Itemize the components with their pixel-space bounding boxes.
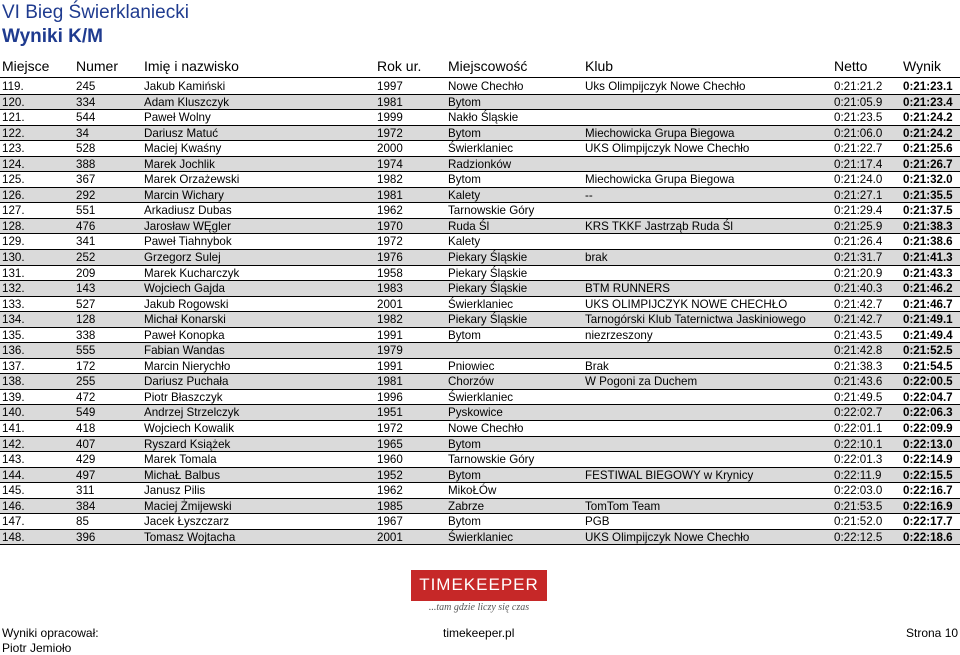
table-row bbox=[0, 79, 960, 95]
cell-result: 0:21:38.3 bbox=[903, 219, 953, 233]
cell-city: Bytom bbox=[448, 515, 481, 529]
cell-name: Maciej Kwaśny bbox=[144, 142, 222, 156]
cell-net: 0:21:26.4 bbox=[834, 235, 883, 249]
cell-number: 555 bbox=[76, 344, 96, 358]
cell-name: Dariusz Puchała bbox=[144, 375, 229, 389]
cell-club: KRS TKKF Jastrząb Ruda Śl bbox=[585, 219, 733, 233]
cell-city: Bytom bbox=[448, 468, 481, 482]
cell-club: TomTom Team bbox=[585, 499, 661, 513]
cell-name: Michał Konarski bbox=[144, 313, 226, 327]
cell-city: Nowe Chechło bbox=[448, 80, 524, 93]
cell-result: 0:21:49.1 bbox=[903, 313, 953, 327]
cell-name: Arkadiusz Dubas bbox=[144, 204, 232, 218]
cell-year: 1991 bbox=[377, 359, 403, 373]
cell-name: Tomasz Wojtacha bbox=[144, 530, 236, 544]
cell-net: 0:21:43.5 bbox=[834, 328, 883, 342]
header-number: Numer bbox=[76, 58, 119, 74]
cell-club: Uks Olimpijczyk Nowe Chechło bbox=[585, 80, 746, 93]
cell-year: 1982 bbox=[377, 173, 403, 187]
cell-result: 0:22:04.7 bbox=[903, 390, 953, 404]
timekeeper-logo bbox=[411, 570, 547, 600]
table-row bbox=[0, 297, 960, 313]
cell-place: 127. bbox=[2, 204, 25, 218]
cell-name: Fabian Wandas bbox=[144, 344, 225, 358]
cell-net: 0:21:53.5 bbox=[834, 499, 883, 513]
cell-place: 147. bbox=[2, 515, 25, 529]
cell-result: 0:22:16.7 bbox=[903, 484, 953, 498]
cell-name: Jacek Łyszczarz bbox=[144, 515, 230, 529]
cell-result: 0:22:15.5 bbox=[903, 468, 953, 482]
cell-result: 0:21:46.7 bbox=[903, 297, 953, 311]
cell-result: 0:22:14.9 bbox=[903, 453, 953, 467]
header-name: Imię i nazwisko bbox=[144, 58, 239, 74]
cell-net: 0:21:06.0 bbox=[834, 126, 883, 140]
cell-result: 0:21:24.2 bbox=[903, 111, 953, 125]
cell-year: 1958 bbox=[377, 266, 403, 280]
cell-club: Miechowicka Grupa Biegowa bbox=[585, 126, 735, 140]
cell-year: 1952 bbox=[377, 468, 403, 482]
cell-city: Świerklaniec bbox=[448, 142, 514, 156]
cell-net: 0:21:31.7 bbox=[834, 251, 883, 265]
table-row bbox=[0, 390, 960, 406]
table-row bbox=[0, 203, 960, 219]
cell-club: brak bbox=[585, 251, 608, 265]
cell-name: Piotr Błaszczyk bbox=[144, 390, 223, 404]
cell-net: 0:21:17.4 bbox=[834, 157, 883, 171]
table-row bbox=[0, 281, 960, 297]
cell-net: 0:22:12.5 bbox=[834, 530, 883, 544]
cell-name: Andrzej Strzelczyk bbox=[144, 406, 240, 420]
cell-result: 0:21:35.5 bbox=[903, 188, 953, 202]
footer-website: timekeeper.pl bbox=[443, 626, 515, 640]
cell-net: 0:21:22.7 bbox=[834, 142, 883, 156]
cell-city: Chorzów bbox=[448, 375, 494, 389]
header-place: Miejsce bbox=[2, 58, 50, 74]
cell-result: 0:21:26.7 bbox=[903, 157, 953, 171]
cell-year: 1983 bbox=[377, 282, 403, 296]
cell-net: 0:22:02.7 bbox=[834, 406, 883, 420]
table-row bbox=[0, 219, 960, 235]
cell-city: Nakło Śląskie bbox=[448, 111, 519, 125]
cell-place: 125. bbox=[2, 173, 25, 187]
table-row bbox=[0, 359, 960, 375]
cell-club: UKS Olimpijczyk Nowe Chechło bbox=[585, 530, 750, 544]
cell-place: 137. bbox=[2, 359, 25, 373]
footer-page: Strona 10 bbox=[906, 626, 959, 640]
cell-result: 0:22:00.5 bbox=[903, 375, 953, 389]
cell-club: BTM RUNNERS bbox=[585, 282, 671, 296]
cell-place: 130. bbox=[2, 251, 25, 265]
cell-name: Jarosław WĘgler bbox=[144, 219, 231, 233]
cell-number: 551 bbox=[76, 204, 96, 218]
cell-club: PGB bbox=[585, 515, 610, 529]
cell-number: 549 bbox=[76, 406, 96, 420]
cell-year: 1991 bbox=[377, 328, 403, 342]
cell-place: 141. bbox=[2, 422, 25, 436]
cell-net: 0:22:10.1 bbox=[834, 437, 883, 451]
cell-result: 0:21:32.0 bbox=[903, 173, 953, 187]
cell-club: W Pogoni za Duchem bbox=[585, 375, 698, 389]
cell-net: 0:21:21.2 bbox=[834, 80, 883, 93]
cell-name: Grzegorz Sulej bbox=[144, 251, 221, 265]
cell-name: Paweł Konopka bbox=[144, 328, 225, 342]
header-divider bbox=[0, 77, 960, 78]
cell-result: 0:21:38.6 bbox=[903, 235, 953, 249]
cell-net: 0:21:20.9 bbox=[834, 266, 883, 280]
cell-year: 2001 bbox=[377, 530, 403, 544]
cell-year: 1979 bbox=[377, 344, 403, 358]
cell-place: 143. bbox=[2, 453, 25, 467]
cell-place: 132. bbox=[2, 282, 25, 296]
cell-name: Adam Kluszczyk bbox=[144, 95, 230, 109]
header-city: Miejscowość bbox=[448, 58, 528, 74]
cell-net: 0:21:38.3 bbox=[834, 359, 883, 373]
cell-city: Kalety bbox=[448, 235, 481, 249]
table-row bbox=[0, 312, 960, 328]
cell-net: 0:21:42.8 bbox=[834, 344, 883, 358]
cell-year: 1981 bbox=[377, 188, 403, 202]
cell-result: 0:21:37.5 bbox=[903, 204, 953, 218]
cell-city: Zabrze bbox=[448, 499, 485, 513]
cell-city: Pyskowice bbox=[448, 406, 503, 420]
cell-number: 367 bbox=[76, 173, 96, 187]
cell-city: Bytom bbox=[448, 173, 481, 187]
cell-place: 145. bbox=[2, 484, 25, 498]
cell-year: 1967 bbox=[377, 515, 403, 529]
header-club: Klub bbox=[585, 58, 614, 74]
cell-club: UKS Olimpijczyk Nowe Chechło bbox=[585, 142, 750, 156]
cell-result: 0:21:43.3 bbox=[903, 266, 953, 280]
cell-number: 85 bbox=[76, 515, 89, 529]
cell-place: 123. bbox=[2, 142, 25, 156]
cell-net: 0:21:52.0 bbox=[834, 515, 883, 529]
cell-net: 0:21:42.7 bbox=[834, 297, 883, 311]
cell-city: Radzionków bbox=[448, 157, 512, 171]
cell-number: 418 bbox=[76, 422, 96, 436]
table-row bbox=[0, 266, 960, 282]
cell-place: 146. bbox=[2, 499, 25, 513]
cell-place: 140. bbox=[2, 406, 25, 420]
cell-number: 396 bbox=[76, 530, 96, 544]
cell-place: 134. bbox=[2, 313, 25, 327]
cell-net: 0:21:49.5 bbox=[834, 390, 883, 404]
cell-club: UKS OLIMPIJCZYK NOWE CHECHŁO bbox=[585, 297, 788, 311]
page-subtitle: Wyniki K/M bbox=[2, 26, 103, 47]
cell-place: 129. bbox=[2, 235, 25, 249]
cell-name: Dariusz Matuć bbox=[144, 126, 219, 140]
table-row bbox=[0, 405, 960, 421]
logo-slogan: ...tam gdzie liczy się czas bbox=[428, 602, 530, 613]
table-row bbox=[0, 172, 960, 188]
cell-place: 121. bbox=[2, 111, 25, 125]
cell-number: 476 bbox=[76, 219, 96, 233]
cell-year: 1982 bbox=[377, 313, 403, 327]
cell-number: 384 bbox=[76, 499, 96, 513]
cell-result: 0:22:16.9 bbox=[903, 499, 953, 513]
cell-result: 0:22:06.3 bbox=[903, 406, 953, 420]
cell-name: Marek Jochlik bbox=[144, 157, 215, 171]
cell-result: 0:21:25.6 bbox=[903, 142, 953, 156]
table-row bbox=[0, 234, 960, 250]
cell-city: Bytom bbox=[448, 95, 481, 109]
cell-year: 1960 bbox=[377, 453, 403, 467]
logo-underline bbox=[411, 600, 547, 601]
cell-year: 1962 bbox=[377, 204, 403, 218]
cell-number: 472 bbox=[76, 390, 96, 404]
cell-net: 0:21:40.3 bbox=[834, 282, 883, 296]
cell-number: 334 bbox=[76, 95, 96, 109]
cell-number: 245 bbox=[76, 80, 96, 93]
cell-net: 0:22:11.9 bbox=[834, 468, 882, 482]
row-divider bbox=[0, 544, 960, 545]
cell-net: 0:21:27.1 bbox=[834, 188, 883, 202]
footer-author: Piotr Jemioło bbox=[2, 641, 72, 655]
cell-place: 138. bbox=[2, 375, 25, 389]
cell-city: MikoŁÓw bbox=[448, 484, 497, 498]
cell-city: Piekary Śląskie bbox=[448, 282, 528, 296]
cell-place: 136. bbox=[2, 344, 25, 358]
cell-name: Janusz Pilis bbox=[144, 484, 206, 498]
cell-number: 209 bbox=[76, 266, 96, 280]
table-row bbox=[0, 328, 960, 344]
table-row bbox=[0, 250, 960, 266]
cell-result: 0:22:13.0 bbox=[903, 437, 953, 451]
cell-year: 1951 bbox=[377, 406, 403, 420]
cell-name: Paweł Wolny bbox=[144, 111, 211, 125]
cell-year: 1976 bbox=[377, 251, 403, 265]
cell-year: 1972 bbox=[377, 422, 403, 436]
cell-year: 1972 bbox=[377, 126, 403, 140]
cell-net: 0:21:23.5 bbox=[834, 111, 883, 125]
cell-place: 139. bbox=[2, 390, 25, 404]
cell-place: 131. bbox=[2, 266, 25, 280]
cell-number: 338 bbox=[76, 328, 96, 342]
cell-year: 1997 bbox=[377, 80, 403, 93]
table-row bbox=[0, 110, 960, 126]
cell-city: Tarnowskie Góry bbox=[448, 453, 535, 467]
cell-name: Wojciech Kowalik bbox=[144, 422, 234, 436]
cell-year: 1981 bbox=[377, 95, 403, 109]
cell-year: 1962 bbox=[377, 484, 403, 498]
cell-number: 407 bbox=[76, 437, 96, 451]
cell-city: Ruda Śl bbox=[448, 219, 490, 233]
table-row bbox=[0, 530, 960, 546]
cell-name: Marcin Nierychło bbox=[144, 359, 231, 373]
cell-net: 0:21:43.6 bbox=[834, 375, 883, 389]
cell-city: Świerklaniec bbox=[448, 297, 514, 311]
cell-year: 1996 bbox=[377, 390, 403, 404]
cell-place: 120. bbox=[2, 95, 25, 109]
cell-number: 252 bbox=[76, 251, 96, 265]
cell-number: 527 bbox=[76, 297, 96, 311]
cell-number: 143 bbox=[76, 282, 96, 296]
results-table bbox=[0, 79, 960, 545]
cell-place: 119. bbox=[2, 80, 24, 93]
cell-result: 0:21:23.1 bbox=[903, 80, 953, 93]
cell-number: 341 bbox=[76, 235, 96, 249]
cell-number: 429 bbox=[76, 453, 96, 467]
table-row bbox=[0, 141, 960, 157]
cell-city: Pniowiec bbox=[448, 359, 495, 373]
cell-city: Kalety bbox=[448, 188, 481, 202]
cell-name: MichaŁ Balbus bbox=[144, 468, 221, 482]
cell-year: 1974 bbox=[377, 157, 403, 171]
header-result: Wynik bbox=[903, 58, 941, 74]
cell-club: Tarnogórski Klub Taternictwa Jaskiniowego bbox=[585, 313, 806, 327]
cell-number: 528 bbox=[76, 142, 96, 156]
header-net: Netto bbox=[834, 58, 868, 74]
table-row bbox=[0, 95, 960, 111]
cell-result: 0:21:24.2 bbox=[903, 126, 953, 140]
cell-city: Świerklaniec bbox=[448, 530, 514, 544]
table-row bbox=[0, 437, 960, 453]
cell-number: 255 bbox=[76, 375, 96, 389]
table-row bbox=[0, 514, 960, 530]
cell-name: Paweł Tiahnybok bbox=[144, 235, 232, 249]
cell-name: Marek Orzażewski bbox=[144, 173, 240, 187]
cell-name: Marcin Wichary bbox=[144, 188, 224, 202]
cell-result: 0:21:41.3 bbox=[903, 251, 953, 265]
cell-net: 0:21:24.0 bbox=[834, 173, 883, 187]
page-title: VI Bieg Świerklaniecki bbox=[2, 2, 189, 23]
cell-city: Piekary Śląskie bbox=[448, 266, 528, 280]
cell-club: niezrzeszony bbox=[585, 328, 653, 342]
cell-place: 148. bbox=[2, 530, 25, 544]
cell-result: 0:21:52.5 bbox=[903, 344, 953, 358]
cell-result: 0:22:18.6 bbox=[903, 530, 953, 544]
header-year: Rok ur. bbox=[377, 58, 422, 74]
cell-club: Brak bbox=[585, 359, 609, 373]
cell-club: Miechowicka Grupa Biegowa bbox=[585, 173, 735, 187]
table-row bbox=[0, 343, 960, 359]
cell-net: 0:21:25.9 bbox=[834, 219, 883, 233]
cell-number: 34 bbox=[76, 126, 89, 140]
cell-year: 2001 bbox=[377, 297, 403, 311]
table-row bbox=[0, 126, 960, 142]
cell-club: FESTIWAL BIEGOWY w Krynicy bbox=[585, 468, 754, 482]
cell-place: 144. bbox=[2, 468, 25, 482]
cell-year: 1965 bbox=[377, 437, 403, 451]
cell-result: 0:22:09.9 bbox=[903, 422, 953, 436]
cell-result: 0:22:17.7 bbox=[903, 515, 953, 529]
table-row bbox=[0, 157, 960, 173]
cell-place: 126. bbox=[2, 188, 25, 202]
cell-name: Wojciech Gajda bbox=[144, 282, 225, 296]
cell-number: 172 bbox=[76, 359, 96, 373]
table-row bbox=[0, 374, 960, 390]
cell-net: 0:22:01.1 bbox=[834, 422, 883, 436]
cell-year: 2000 bbox=[377, 142, 403, 156]
cell-place: 122. bbox=[2, 126, 25, 140]
cell-city: Piekary Śląskie bbox=[448, 313, 528, 327]
footer-prepared-label: Wyniki opracował: bbox=[2, 626, 99, 640]
cell-year: 1970 bbox=[377, 219, 403, 233]
cell-number: 388 bbox=[76, 157, 96, 171]
cell-number: 292 bbox=[76, 188, 96, 202]
cell-city: Bytom bbox=[448, 126, 481, 140]
cell-net: 0:21:05.9 bbox=[834, 95, 883, 109]
cell-city: Nowe Chechło bbox=[448, 422, 524, 436]
cell-result: 0:21:23.4 bbox=[903, 95, 953, 109]
table-row bbox=[0, 188, 960, 204]
cell-net: 0:22:01.3 bbox=[834, 453, 883, 467]
cell-number: 311 bbox=[76, 484, 95, 498]
cell-year: 1972 bbox=[377, 235, 403, 249]
cell-city: Piekary Śląskie bbox=[448, 251, 528, 265]
cell-club: -- bbox=[585, 188, 593, 202]
cell-net: 0:21:29.4 bbox=[834, 204, 883, 218]
table-row bbox=[0, 452, 960, 468]
cell-name: Marek Tomala bbox=[144, 453, 217, 467]
cell-name: Ryszard Książek bbox=[144, 437, 231, 451]
cell-place: 128. bbox=[2, 219, 25, 233]
cell-number: 544 bbox=[76, 111, 96, 125]
cell-net: 0:22:03.0 bbox=[834, 484, 883, 498]
cell-place: 133. bbox=[2, 297, 25, 311]
cell-place: 135. bbox=[2, 328, 25, 342]
table-row bbox=[0, 421, 960, 437]
cell-year: 1985 bbox=[377, 499, 403, 513]
cell-net: 0:21:42.7 bbox=[834, 313, 883, 327]
cell-number: 497 bbox=[76, 468, 96, 482]
table-row bbox=[0, 483, 960, 499]
cell-result: 0:21:46.2 bbox=[903, 282, 953, 296]
cell-name: Marek Kucharczyk bbox=[144, 266, 240, 280]
logo-text: TIMEKEEPER bbox=[419, 575, 539, 594]
cell-year: 1999 bbox=[377, 111, 403, 125]
table-row bbox=[0, 468, 960, 484]
cell-name: Maciej Żmijewski bbox=[144, 499, 232, 513]
cell-place: 142. bbox=[2, 437, 25, 451]
cell-city: Bytom bbox=[448, 328, 481, 342]
cell-place: 124. bbox=[2, 157, 25, 171]
cell-name: Jakub Kamiński bbox=[144, 80, 226, 93]
cell-name: Jakub Rogowski bbox=[144, 297, 229, 311]
table-header bbox=[0, 57, 960, 75]
cell-city: Tarnowskie Góry bbox=[448, 204, 535, 218]
cell-result: 0:21:54.5 bbox=[903, 359, 953, 373]
cell-year: 1981 bbox=[377, 375, 403, 389]
cell-city: Bytom bbox=[448, 437, 481, 451]
cell-city: Świerklaniec bbox=[448, 390, 514, 404]
table-row bbox=[0, 499, 960, 515]
cell-result: 0:21:49.4 bbox=[903, 328, 953, 342]
cell-number: 128 bbox=[76, 313, 96, 327]
